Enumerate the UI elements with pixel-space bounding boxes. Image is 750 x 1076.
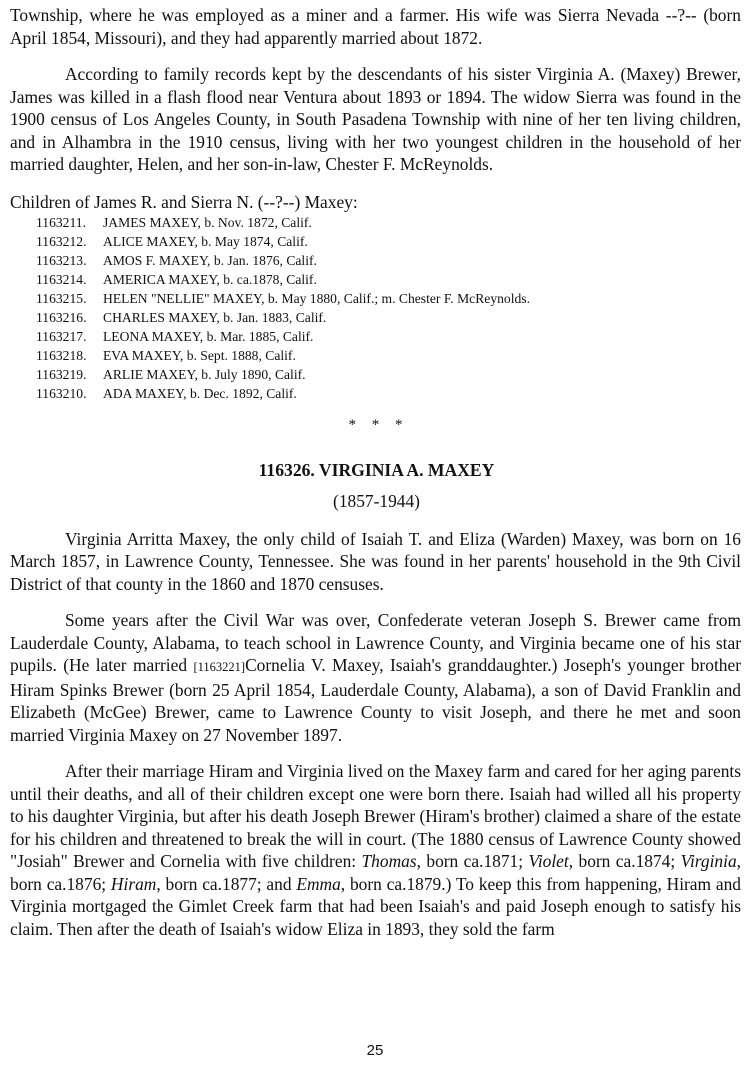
- birth-paragraph: Virginia Arritta Maxey, the only child of Isaiah T. and Eliza (Warden) Maxey, was born on 16 March 1857, in Lawrence County, Tennessee. She was found in her parents' household in the 9th Civil District of that county in the 1860 and 1870 censuses.: [10, 528, 741, 594]
- text-run: , born ca.1871;: [416, 851, 529, 871]
- child-entry: CHARLES MAXEY, b. Jan. 1883, Calif.: [103, 309, 327, 325]
- child-entry: EVA MAXEY, b. Sept. 1888, Calif.: [103, 347, 296, 363]
- section-heading: 116326. VIRGINIA A. MAXEY: [258, 459, 495, 480]
- child-entry: LEONA MAXEY, b. Mar. 1885, Calif.: [103, 328, 314, 344]
- child-number: 1163211.: [36, 214, 86, 230]
- marriage-paragraph: [10, 760, 741, 940]
- text-run: , born ca.1877; and: [156, 873, 297, 894]
- list-item: [36, 289, 741, 308]
- list-item: [36, 232, 741, 251]
- list-item: [36, 327, 741, 346]
- family-records-paragraph: According to family records kept by the descendants of his sister Virginia A. (Maxey) Brewer, James was killed in a flash flood near Ventura about 1893 or 1894. The widow Sierra was found in the 1900 census of Los Angeles County, in South Pasadena Township with nine of her ten living children, and in Alhambra in the 1910 census, living with her two youngest children in the household of her married daughter, Helen, and her son-in-law, Chester F. McReynolds.: [10, 64, 741, 174]
- text-run: , born ca.1879.) To keep this from happening, Hiram and Virginia mortgaged the Gimlet Creek farm that had been Isaiah's and paid Joseph enough to satisfy his claim. Then after the death of Isaiah's widow Eliza in 1893, they sold the farm: [10, 873, 741, 939]
- child-name: Thomas: [361, 851, 417, 871]
- child-number: 1163212.: [36, 233, 87, 249]
- child-name: Violet: [528, 851, 569, 871]
- child-entry: JAMES MAXEY, b. Nov. 1872, Calif.: [103, 214, 312, 230]
- text-run: , born ca.1874;: [568, 851, 681, 871]
- list-item: [36, 365, 741, 384]
- children-list: [10, 213, 741, 403]
- child-number: 1163210.: [36, 385, 87, 401]
- page-number: 25: [366, 1042, 384, 1059]
- list-item: [36, 384, 741, 403]
- child-entry: ADA MAXEY, b. Dec. 1892, Calif.: [103, 385, 297, 401]
- child-number: 1163213.: [36, 252, 87, 268]
- list-item: [36, 251, 741, 270]
- child-number: 1163216.: [36, 309, 87, 325]
- text-run: After their marriage Hiram and Virginia lived on the Maxey farm and cared for her aging parents until their deaths, and all of their children except one were born there. Isaiah had willed all his property to his daughter Virginia, but after his death Joseph Brewer (Hiram's brother) claimed a share of the estate for his children and threatened to break the will in court. (The 1880 census of Lawrence County showed "Josiah" Brewer and Cornelia with five children:: [10, 761, 741, 871]
- list-item: [36, 346, 741, 365]
- civil-war-paragraph: [10, 609, 741, 746]
- cross-reference: [1163221]: [193, 660, 246, 674]
- child-entry: ARLIE MAXEY, b. July 1890, Calif.: [103, 366, 306, 382]
- children-list-title: Children of James R. and Sierra N. (--?--) Maxey:: [10, 191, 358, 212]
- section-separator: * * *: [348, 416, 409, 433]
- child-number: 1163217.: [36, 328, 87, 344]
- child-name: Virginia: [680, 851, 737, 871]
- child-name: Hiram: [110, 873, 157, 894]
- list-item: [36, 308, 741, 327]
- child-entry: AMOS F. MAXEY, b. Jan. 1876, Calif.: [103, 252, 317, 268]
- child-entry: ALICE MAXEY, b. May 1874, Calif.: [103, 233, 308, 249]
- child-entry: AMERICA MAXEY, b. ca.1878, Calif.: [103, 271, 317, 287]
- text-run: , born ca.1876;: [10, 851, 742, 894]
- list-item: [36, 213, 741, 232]
- child-number: 1163219.: [36, 366, 87, 382]
- child-number: 1163215.: [36, 290, 87, 306]
- document-page: [10, 4, 741, 940]
- child-number: 1163214.: [36, 271, 87, 287]
- list-item: [36, 270, 741, 289]
- section-dates: (1857-1944): [333, 490, 420, 511]
- text-run: Cornelia V. Maxey, Isaiah's granddaughter.) Joseph's younger brother Hiram Spinks Brewer (born 25 April 1854, Lauderdale County, Alabama), a son of David Franklin and Elizabeth (McGee) Brewer, came to Lawrence County to visit Joseph, and there he met and soon married Virginia Maxey on 27 November 1897.: [10, 655, 741, 745]
- intro-paragraph: Township, where he was employed as a miner and a farmer. His wife was Sierra Nevada --?-- (born April 1854, Missouri), and they had apparently married about 1872.: [10, 5, 741, 48]
- child-number: 1163218.: [36, 347, 87, 363]
- text-run: Some years after the Civil War was over, Confederate veteran Joseph S. Brewer came from Lauderdale County, Alabama, to teach school in Lawrence County, and Virginia became one of his star pupils. (He later married: [10, 610, 741, 675]
- child-name: Emma: [296, 873, 341, 894]
- child-entry: HELEN "NELLIE" MAXEY, b. May 1880, Calif.; m. Chester F. McReynolds.: [103, 290, 530, 306]
